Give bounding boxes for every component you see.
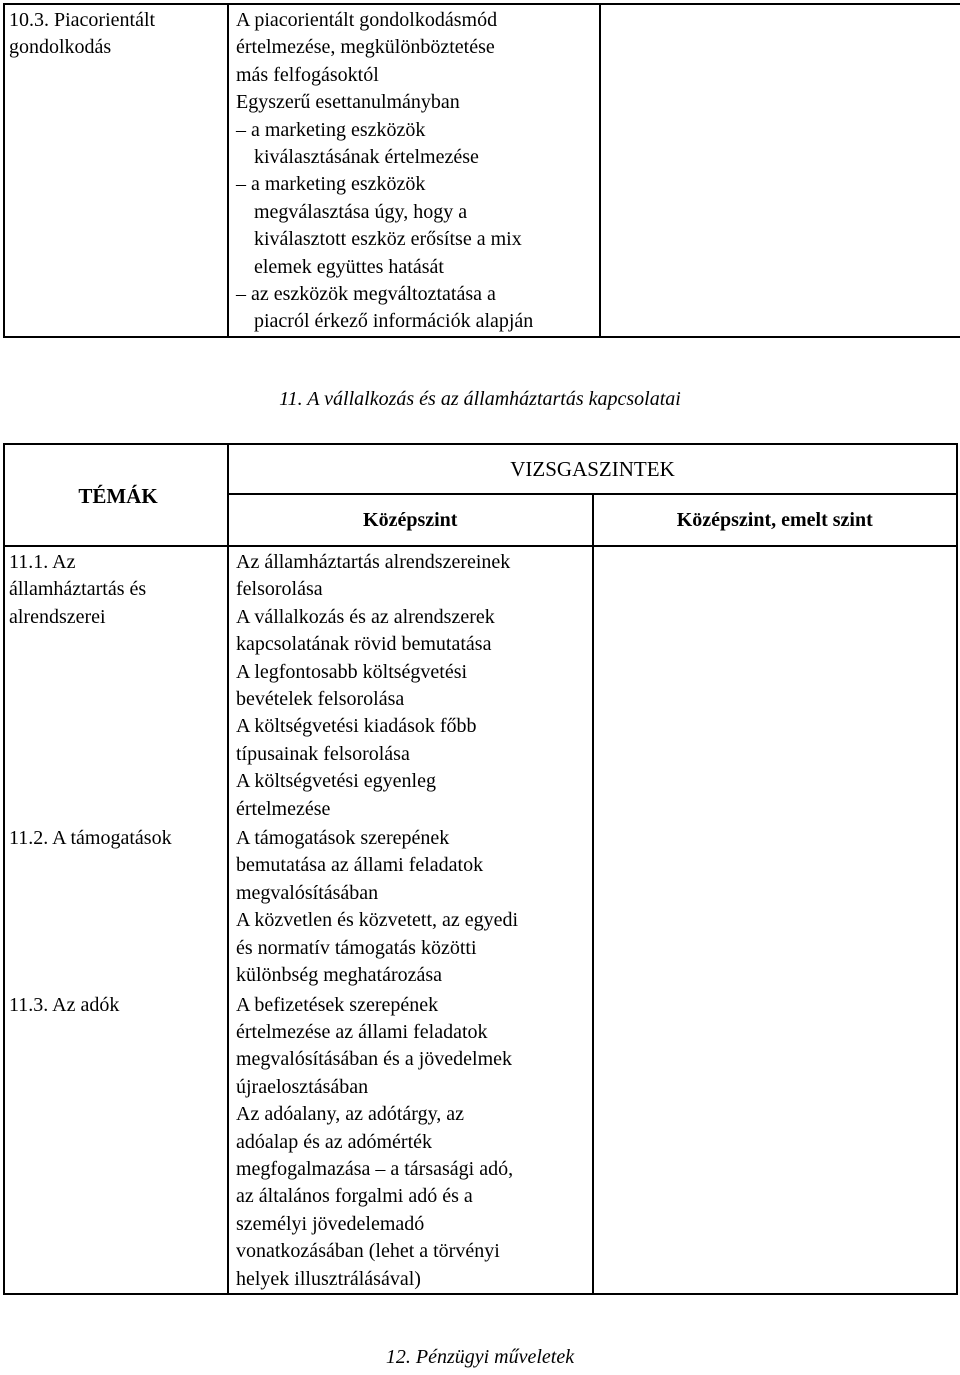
topic-cell [4,823,228,989]
advanced-cell-empty [600,4,960,337]
content-line: más felfogásoktól [236,63,379,86]
content-line: értelmezése, megkülönböztetése [236,36,495,59]
content-line: különbség meghatározása [236,964,443,987]
dash-item-line: – a marketing eszközök [236,118,426,141]
content-line: újraelosztásában [236,1075,369,1098]
indented-line: piacról érkező információk alapján [254,310,534,333]
indented-line: elemek együttes hatását [254,255,444,278]
topic-line: 10.3. Piacorientált [9,9,156,31]
content-line: értelmezése az állami feladatok [236,1020,488,1043]
content-line: A piacorientált gondolkodásmód [236,9,498,31]
topic-line: államháztartás és [9,578,147,601]
content-line: A költségvetési kiadások főbb [236,715,477,738]
content-line: bemutatása az állami feladatok [236,854,484,877]
content-line: felsorolása [236,578,323,601]
topic-table-10 [3,3,960,338]
advanced-cell-empty [593,823,958,989]
content-line: személyi jövedelemadó [236,1212,425,1235]
section-heading-11: 11. A vállalkozás és az államháztartás kapcsolatai [279,388,681,410]
topic-cell [4,4,228,337]
topic-cell [4,546,228,823]
topics-header: TÉMÁK [4,444,228,546]
exam-levels-header: VIZSGASZINTEK [228,444,957,494]
content-cell [228,4,600,337]
indented-line: megválasztása úgy, hogy a [254,200,468,223]
content-line: A befizetések szerepének [236,993,439,1016]
content-line: megfogalmazása – a társasági adó, [236,1157,514,1180]
topic-line: 11.3. Az adók [9,993,120,1016]
topic-line: gondolkodás [9,36,112,59]
content-line: Az államháztartás alrendszereinek [236,551,511,573]
content-line: típusainak felsorolása [236,742,410,765]
content-line: A közvetlen és közvetett, az egyedi [236,909,519,932]
mid-level-header: Középszint [228,494,593,546]
content-line: A támogatások szerepének [236,827,450,850]
indented-line: kiválasztásának értelmezése [254,146,479,169]
content-line: megvalósításában és a jövedelmek [236,1048,513,1071]
topic-line: 11.1. Az [9,551,76,573]
topic-line: 11.2. A támogatások [9,827,172,850]
section-heading-12: 12. Pénzügyi műveletek [385,1346,575,1368]
dash-item-line: – a marketing eszközök [236,173,426,196]
content-cell [228,990,593,1294]
content-line: és normatív támogatás közötti [236,936,477,959]
content-line: A költségvetési egyenleg [236,770,436,793]
content-line: megvalósításában [236,881,379,904]
content-line: A vállalkozás és az alrendszerek [236,605,495,628]
content-line: az általános forgalmi adó és a [236,1185,473,1208]
advanced-cell-empty [593,990,958,1294]
content-line: Az adóalany, az adótárgy, az [236,1103,465,1126]
content-line: Egyszerű esettanulmányban [236,91,460,114]
topic-table-11 [3,443,958,1295]
content-line: A legfontosabb költségvetési [236,660,468,683]
topic-cell [4,990,228,1294]
content-line: helyek illusztrálásával) [236,1267,421,1290]
advanced-cell-empty [593,546,958,823]
topic-line: alrendszerei [9,605,106,628]
content-line: értelmezése [236,797,331,820]
dash-item-line: – az eszközök megváltoztatása a [236,283,496,306]
advanced-level-header: Középszint, emelt szint [593,494,958,546]
content-line: kapcsolatának rövid bemutatása [236,633,492,656]
content-cell [228,546,593,823]
content-line: vonatkozásában (lehet a törvényi [236,1240,500,1263]
content-line: adóalap és az adómérték [236,1130,433,1153]
content-line: bevételek felsorolása [236,688,405,711]
content-cell [228,823,593,989]
indented-line: kiválasztott eszköz erősítse a mix [254,228,522,251]
